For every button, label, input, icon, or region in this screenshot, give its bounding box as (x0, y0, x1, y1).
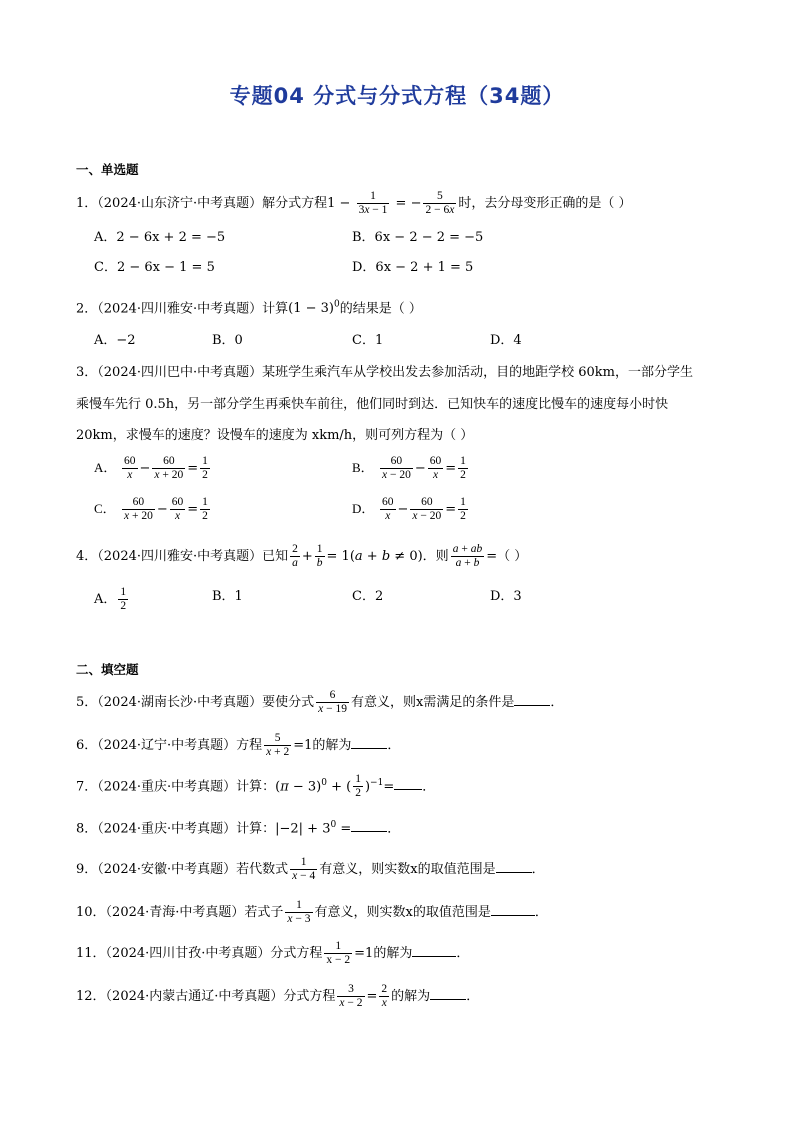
page-title: 专题04 分式与分式方程（34题） (229, 84, 565, 108)
option-c: C．2 (352, 589, 384, 604)
question-3-line-2: 乘慢车先行 0.5h，另一部分学生再乘快车前往，他们同时到达．已知快车的速度比慢车的速度每小时快 (76, 397, 669, 412)
option-d: D． $\frac{60}{x}$ − $\frac{60}{x - 20}$ = $\frac{1}{2}$ (352, 496, 466, 522)
answer-blank (430, 998, 466, 1000)
question-2-expression: $(1 - 3)^0$ (288, 300, 340, 317)
question-6: 6．（2024·辽宁·中考真题）方程 $\frac{5}{x + 2}$ =1的解为 ． (76, 732, 401, 758)
question-2-prefix: 2．（2024·四川雅安·中考真题）计算 (76, 301, 289, 317)
option-c: C．2 − 6x − 1 = 5 (94, 260, 215, 275)
option-b: B． $\frac{60}{x - 20}$ − $\frac{60}{x}$ = $\frac{1}{2}$ (352, 455, 466, 481)
answer-blank (351, 830, 387, 832)
option-a: A．2 − 6x + 2 = −5 (94, 230, 226, 245)
question-1-prefix: 1．（2024·山东济宁·中考真题）解分式方程 (76, 196, 328, 211)
section-heading-fill-in: 二、填空题 (76, 662, 139, 677)
option-b: B．6x − 2 − 2 = −5 (352, 230, 484, 245)
option-d: D．3 (490, 589, 522, 604)
option-c: C．1 (352, 333, 384, 348)
section-heading-single-choice: 一、单选题 (76, 162, 139, 177)
question-12: 12．（2024·内蒙古通辽·中考真题）分式方程 $\frac{3}{x - 2}$ = $\frac{2}{x}$ 的解为 ． (76, 983, 480, 1009)
answer-blank (514, 704, 550, 706)
question-1-suffix: 时，去分母变形正确的是（ ） (458, 196, 632, 211)
option-d: D．6x − 2 + 1 = 5 (352, 260, 474, 275)
option-a: A． $\frac{60}{x}$ − $\frac{60}{x + 20}$ = $\frac{1}{2}$ (94, 455, 208, 481)
fraction: $\frac{1}{3x - 1}$ (358, 190, 388, 216)
option-d: D．4 (490, 333, 522, 348)
option-b: B．1 (212, 589, 243, 604)
question-3-line-1: 3．（2024·四川巴中·中考真题）某班学生乘汽车从学校出发去参加活动，目的地距学校 60km，一部分学生 (76, 365, 693, 380)
question-1-equation: 1 − $\frac{1}{3x - 1}$ = − $\frac{5}{2 - 6x}$ (327, 190, 455, 216)
question-9: 9．（2024·安徽·中考真题）若代数式 $\frac{1}{x - 4}$ 有意义，则实数x的取值范围是 ． (76, 856, 545, 882)
question-4-suffix: =（ ） (486, 549, 528, 564)
question-3-line-3: 20km，求慢车的速度？设慢车的速度为 xkm/h，则可列方程为（ ） (76, 428, 474, 443)
question-4: 4．（2024·四川雅安·中考真题）已知 $\frac{2}{a}$ + $\frac{1}{b}$ = 1(a + b ≠ 0)．则 $\frac{a + ab}{a + b}$ =（ ） (76, 543, 528, 569)
question-7: 7．（2024·重庆·中考真题）计算：$(\pi - 3)^0$ + ( $\frac{1}{2}$ )$^{-1}$= ． (76, 773, 436, 800)
option-c: C． $\frac{60}{x + 20}$ − $\frac{60}{x}$ = $\frac{1}{2}$ (94, 496, 208, 522)
question-2-suffix: 的结果是（ ） (339, 301, 422, 317)
option-a: A． $\frac{1}{2}$ (94, 586, 127, 612)
answer-blank (351, 747, 387, 749)
answer-blank (394, 788, 422, 790)
fraction: $\frac{5}{2 - 6x}$ (425, 190, 455, 216)
question-8: 8．（2024·重庆·中考真题）计算：$|-2| + 3^0$ = ． (76, 820, 401, 837)
question-4-prefix: 4．（2024·四川雅安·中考真题）已知 (76, 549, 289, 564)
question-1 (76, 190, 631, 217)
answer-blank (412, 955, 456, 957)
option-b: B．0 (212, 333, 243, 348)
option-a: A．−2 (94, 333, 136, 348)
question-2 (76, 295, 422, 319)
answer-blank (496, 871, 532, 873)
question-5: 5．（2024·湖南长沙·中考真题）要使分式 $\frac{6}{x - 19}$ 有意义，则x需满足的条件是 ． (76, 689, 564, 715)
question-11: 11．（2024·四川甘孜·中考真题）分式方程 $\frac{1}{x - 2}$ =1的解为 ． (76, 940, 470, 966)
question-10: 10．（2024·青海·中考真题）若式子 $\frac{1}{x - 3}$ 有意义，则实数x的取值范围是 ． (76, 899, 548, 925)
answer-blank (491, 914, 535, 916)
